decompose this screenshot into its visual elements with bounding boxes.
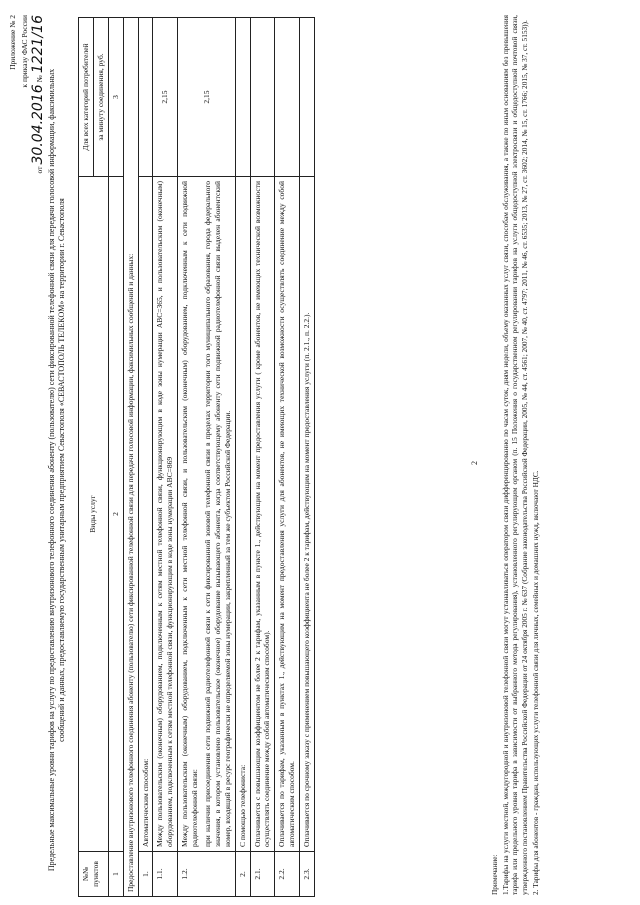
- col-header-num: №№ пунктов: [79, 852, 109, 897]
- notes-section: [490, 15, 541, 895]
- col-header-category: Для всех категорий потребителей: [79, 18, 94, 177]
- index-cell: 2: [108, 177, 123, 852]
- row-service: Между пользовательским (оконечным) оборудованием, подключенным к сетям местной телефонной связи, функционирующим в коде зоны нумерации АВС=365, и пользовательским (оконечным) оборудованием, подключенным к сетям местной телефонной связи, функционирующим в коде зоны нумерации АВС=869: [153, 177, 178, 852]
- table-row: [300, 18, 315, 897]
- row-num: 2.: [235, 852, 250, 897]
- row-service: Между пользовательским (оконечным) оборудованием, подключенным к сети местной телефонной связи, и пользовательским (оконечным) оборудованием, подключенным к сети подвижной радиотелефонной связи:: [180, 181, 200, 847]
- row-service: Оплачивается с повышающим коэффициентом не более 2 к тарифам, указанным в пункте 1., действующим на момент предоставления услуги ( кроме абонентов, не имеющих технической возможности осуществлять соединение между собой автоматическим способом).: [250, 177, 275, 852]
- notes-heading: Примечание:: [490, 854, 499, 895]
- appendix-label: Приложение № 2: [8, 15, 17, 70]
- section-row: [123, 18, 138, 897]
- row-service: Автоматическим способом:: [138, 177, 153, 852]
- row-service: Оплачивается по срочному заказу с применением повышающего коэффициента не более 2 к тарифам, действующим на момент предоставления услуги (п. 2.1., п. 2.2.).: [300, 177, 315, 852]
- row-num: 1.: [138, 852, 153, 897]
- table-row: [250, 18, 275, 897]
- number-prefix: №: [35, 75, 44, 83]
- order-reference: к приказу ФАС России: [20, 15, 29, 88]
- row-price: [235, 18, 250, 177]
- row-num: 2.3.: [300, 852, 315, 897]
- row-price: [138, 18, 153, 177]
- index-row: [108, 18, 123, 897]
- row-num: 1.1.: [153, 852, 178, 897]
- order-date-line: [30, 15, 48, 245]
- row-num: 2.1.: [250, 852, 275, 897]
- note-item: 1.Тарифы на услуги местной, междугородной и внутризоновой телефонной связи могут устанавливаться оператором связи дифференцированно по часам суток, дням недели, объему оказанных услуг связи, способам обслуживания, а также по иным основаниям без превышения тарифа или предельного уровня тарифа в зависимости от выбранного метода регулирования), установленного регулирующим органом (п. 15 Положения о государственном регулировании тарифов на услуги общедоступной электросвязи и общедоступной почтовой связи, утвержденного постановлением Правительства Российской Федерации от 24 октября 2005 г. № 637 (Собрание законодательства Российской Федерации, 2005, № 44, ст. 4561; 2007, № 40, ст. 4797; 2011, № 46, ст. 6535; 2013, № 27, ст. 3602; 2014, № 15, ст. 1766; 2015, № 37, ст. 5153)).: [500, 15, 529, 895]
- index-cell: 1: [108, 852, 123, 897]
- row-price: [275, 18, 300, 177]
- row-service-group: [178, 177, 235, 852]
- col-header-service: Виды услуг: [79, 177, 109, 852]
- section-title: Предоставление внутризонового телефонного соединения абоненту (пользователю) сети фиксированной телефонной связи для передачи голосовой информации, факсимильных сообщений и данных:: [123, 18, 138, 897]
- table-header-row: [79, 18, 94, 897]
- row-service: Оплачивается по тарифам, указанным в пунктах 1., действующим на момент предоставления услуги для абонентов, не имеющих технической возможности осуществлять соединение между собой автоматическим способом.: [275, 177, 300, 852]
- row-price: [250, 18, 275, 177]
- document-title: Предельные максимальные уровни тарифов на услугу по предоставлению внутризонового телефонного соединения абоненту (пользователю) сети фиксированной телефонной связи для передачи голосовой информации, факсимильных сообщений и данных, предоставляемую государственным унитарным предприятием Севастополя «СЕВАСТОПОЛЬ ТЕЛЕКОМ» на территории г. Севастополя: [47, 68, 67, 872]
- row-num: 1.2.: [178, 852, 235, 897]
- index-cell: 3: [108, 18, 123, 177]
- table-row: [275, 18, 300, 897]
- row-price: 2,15: [178, 18, 235, 177]
- row-price: [300, 18, 315, 177]
- row-num: 2.2.: [275, 852, 300, 897]
- order-date: 30.04.2016: [30, 84, 46, 165]
- row-service: С помощью телефониста:: [235, 177, 250, 852]
- order-number: 1221/16: [30, 15, 46, 74]
- tariff-table: [78, 17, 315, 897]
- date-prefix: от: [35, 166, 44, 174]
- table-row: [178, 18, 235, 897]
- row-service-detail: при наличии присоединения сети подвижной радиотелефонной связи к сети фиксированной зоновой телефонной связи в пределах территории того муниципального образования, города федерального значения, в котором установлено пользовательское (оконечное) оборудование вызывающего абонента, когда соответствующему абоненту сети подвижной радиотелефонной связи выделен абонентский номер, входящий в ресурс географически не определяемой зоны нумерации, закрепленный за тем же субъектом Российской Федерации.: [203, 181, 232, 847]
- table-row: [153, 18, 178, 897]
- table-row: [138, 18, 153, 897]
- row-price: 2,15: [153, 18, 178, 177]
- table-row: [235, 18, 250, 897]
- page-number: 2: [470, 461, 479, 465]
- note-item: 2. Тарифы для абонентов - граждан, использующих услуги телефонной связи для личных, семейных и домашних нужд, включают НДС.: [530, 470, 540, 895]
- col-header-unit: за минуту соединения, руб.: [93, 18, 108, 177]
